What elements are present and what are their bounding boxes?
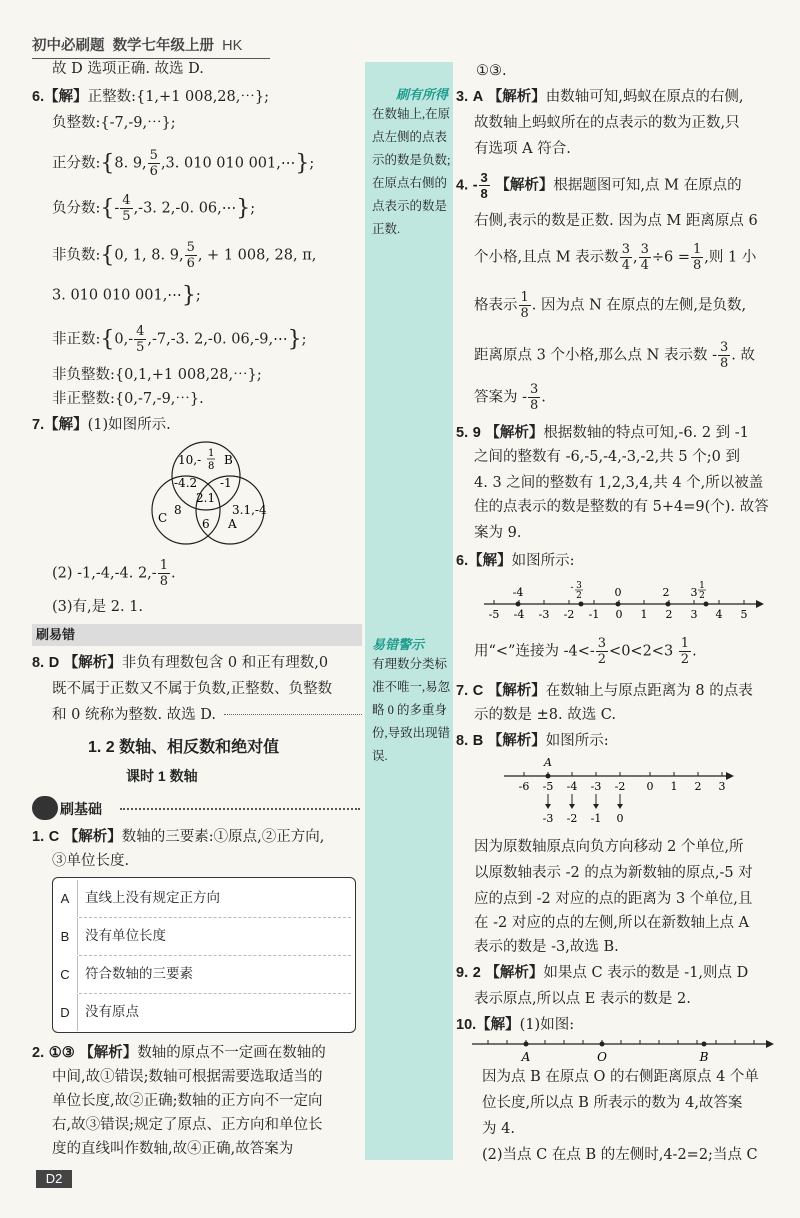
r-q6-line: 6.【解】如图所示: (456, 553, 575, 569)
tick-label: -1 (588, 608, 600, 621)
tick-label: 0 (615, 608, 623, 621)
new-tick-label: -3 (542, 812, 554, 825)
r-q4-l2: 右侧,表示的数是正数. 因为点 M 距离原点 6 (474, 213, 758, 229)
arrow-icon (726, 772, 734, 780)
mark-label: 2 (662, 586, 670, 599)
leader-line (224, 714, 362, 715)
venn-diagram (140, 440, 280, 550)
r-q9-line: 9. 2 【解析】如果点 C 表示的数是 -1,则点 D (456, 965, 749, 981)
r-q10-l3: 位长度,所以点 B 所表示的数为 4,故答案 (482, 1095, 743, 1111)
point-mark (579, 602, 584, 607)
q8-l2: 既不属于正数又不属于负数,正整数、负整数 (52, 681, 333, 697)
r-q4-line: 4. - $\frac{3}{8}$ 【解析】根据题图可知,点 M 在原点的 (456, 170, 742, 201)
brush-icon (32, 796, 58, 820)
q2-line: 2. ①③ 【解析】数轴的原点不一定画在数轴的 (32, 1045, 326, 1061)
r-q7-line: 7. C 【解析】在数轴上与原点距离为 8 的点表 (456, 683, 753, 699)
point-mark (616, 602, 621, 607)
q7-part2: (2) -1,-4,-4. 2,- $\frac{1}{8}$ . (52, 558, 176, 589)
q6-nonneg: 非负数:{0, 1, 8. 9, $\frac{5}{6}$ , + 1 008, 28, π, (52, 240, 317, 271)
q6-nonneg-cont: 3. 010 010 001,⋯}; (52, 283, 201, 308)
point-label-b: B (699, 1050, 709, 1064)
tick-label: 3 (690, 608, 698, 621)
r-q4-l4: 格表示 $\frac{1}{8}$ . 因为点 N 在原点的左侧,是负数, (474, 290, 747, 321)
section-title: 1. 2 数轴、相反数和绝对值 (88, 739, 280, 756)
svg-text:2: 2 (699, 591, 705, 601)
tick-label: -4 (513, 608, 525, 621)
r-q4-l6: 答案为 - $\frac{3}{8}$ . (474, 382, 546, 413)
tick-label: -4 (566, 780, 578, 793)
q7-part3: (3)有,是 2. 1. (52, 599, 144, 615)
text-line: 故 D 选项正确. 故选 D. (52, 61, 204, 77)
header-subject: 数学七年级上册 (112, 38, 215, 54)
tick-label: -2 (614, 780, 626, 793)
r-q5-line: 5. 9 【解析】根据数轴的特点可知,-6. 2 到 -1 (456, 425, 749, 441)
r-q10-l4: 为 4. (482, 1121, 515, 1137)
svg-text:1: 1 (699, 581, 705, 591)
tick-label: -5 (542, 780, 554, 793)
r-q6-compare: 用“<”连接为 -4<- $\frac{3}{2}$ <0<2<3 $\frac{1}{2}$ . (474, 636, 697, 667)
r-q5-l2: 之间的整数有 -6,-5,-4,-3,-2,共 5 个;0 到 (474, 449, 740, 465)
mark-label: -4 (512, 586, 524, 599)
arrow-head (617, 804, 623, 809)
mark-label: 0 (614, 586, 622, 599)
q2-l4: 右,故③错误;规定了原点、正方向和单位长 (52, 1117, 323, 1133)
q6-nonpos-int: 非正整数:{0,-7,-9,⋯}. (52, 391, 204, 407)
r-q4-l5: 距离原点 3 个小格,那么点 N 表示数 - $\frac{3}{8}$ . 故 (474, 340, 755, 371)
r-q3-l3: 有选项 A 符合. (474, 141, 571, 157)
point-mark (516, 602, 521, 607)
tick-label: -2 (563, 608, 575, 621)
svg-text:3: 3 (576, 581, 582, 591)
new-tick-label: 0 (616, 812, 624, 825)
venn-top-d: 8 (208, 461, 215, 472)
mark-label: 3 (690, 586, 698, 599)
number-line-q10 (470, 1034, 780, 1064)
mark-label: - (570, 583, 574, 593)
q2-l5: 度的直线叫作数轴,故④正确,故答案为 (52, 1141, 294, 1157)
tick-label: 0 (646, 780, 654, 793)
q1-line: 1. C 【解析】数轴的三要素:①原点,②正方向, (32, 829, 325, 845)
tick-label: 5 (740, 608, 748, 621)
arrow-icon (756, 600, 764, 608)
tick-label: -3 (538, 608, 550, 621)
q6-line: 6.【解】正整数:{1,+1 008,28,⋯}; (32, 89, 269, 105)
point-mark (666, 602, 671, 607)
r-q7-l2: 示的数是 ±8. 故选 C. (474, 707, 616, 723)
venn-center: 2.1 (196, 491, 216, 505)
venn-left: 8 (174, 503, 182, 517)
tick-label: 3 (718, 780, 726, 793)
r-q3-line: 3. A 【解析】由数轴可知,蚂蚁在原点的右侧, (456, 89, 744, 105)
r-q10-l2: 因为点 B 在原点 O 的右侧距离原点 4 个单 (482, 1069, 759, 1085)
tick-label: -5 (488, 608, 500, 621)
point-mark (704, 602, 709, 607)
option-row: D 没有原点 (53, 994, 355, 1031)
number-line-q8 (500, 752, 740, 828)
r-q8-l4: 应的点到 -2 对应的点的距离为 3 个单位,且 (474, 891, 753, 907)
r-q4-l3: 个小格,且点 M 表示数 $\frac{3}{4}$ , $\frac{3}{4}$ ÷6 = $\frac{1}{8}$ ,则 1 小 (474, 242, 757, 273)
tick-label: 1 (640, 608, 648, 621)
text-line: ①③. (476, 63, 507, 79)
r-q3-l2: 故数轴上蚂蚁所在的点表示的数为正数,只 (474, 115, 740, 131)
page-number: D2 (36, 1170, 72, 1188)
option-row: B 没有单位长度 (53, 918, 355, 955)
venn-label-a: A (228, 517, 237, 531)
options-table (52, 877, 356, 1033)
tick-label: 4 (715, 608, 723, 621)
tick-label: -3 (590, 780, 602, 793)
point-label-o: O (597, 1050, 607, 1064)
section-bar-easy-error: 刷易错 (32, 624, 362, 646)
venn-top-n: 1 (208, 448, 215, 459)
r-q5-l3: 4. 3 之间的整数有 1,2,3,4,共 4 个,所以被盖 (474, 475, 764, 491)
q6-neg-int: 负整数:{-7,-9,⋯}; (52, 115, 176, 131)
q2-l3: 单位长度,故②正确;数轴的正方向不一定向 (52, 1093, 323, 1109)
sidebar-note-title: 刷有所得 (395, 87, 448, 102)
q6-nonneg-int: 非负整数:{0,1,+1 008,28,⋯}; (52, 367, 262, 383)
svg-text:2: 2 (576, 591, 582, 601)
r-q8-l5: 在 -2 对应的点的左侧,所以在新数轴上点 A (474, 915, 750, 931)
venn-top: 10,- (178, 453, 202, 467)
r-q5-l5: 案为 9. (474, 525, 522, 541)
q8-l3: 和 0 统称为整数. 故选 D. (52, 707, 216, 723)
option-row: A 直线上没有规定正方向 (53, 880, 355, 917)
q6-nonpos: 非正数:{0,- $\frac{4}{5}$ ,-7,-3. 2,-0. 06,-9,⋯}; (52, 324, 307, 355)
q1-l2: ③单位长度. (52, 853, 130, 869)
r-q8-l3: 以原数轴表示 -2 的点为新数轴的原点,-5 对 (474, 865, 753, 881)
point-mark (702, 1042, 707, 1047)
arrow-head (545, 804, 551, 809)
divider (120, 808, 360, 810)
number-line-q6 (480, 578, 770, 624)
new-tick-label: -2 (566, 812, 578, 825)
tick-label: 2 (665, 608, 673, 621)
page-header (32, 34, 242, 55)
option-row: C 符合数轴的三要素 (53, 956, 355, 993)
r-q8-l6: 表示的数是 -3,故选 B. (474, 939, 619, 955)
venn-bottom: 6 (202, 517, 210, 531)
arrow-head (569, 804, 575, 809)
point-mark (524, 1042, 529, 1047)
sidebar-note-gain (372, 84, 454, 241)
venn-label-c: C (158, 511, 168, 525)
tick-label: 1 (670, 780, 678, 793)
section-bar-basic: 刷基础 (32, 796, 362, 820)
r-q5-l4: 住的点表示的数是整数的有 5+4=9(个). 故答 (474, 499, 769, 515)
r-q8-l2: 因为原数轴原点向负方向移动 2 个单位,所 (474, 839, 744, 855)
point-label-a: A (544, 756, 552, 769)
q6-pos-frac: 正分数:{8. 9, $\frac{5}{6}$ ,3. 010 010 001,⋯}; (52, 148, 315, 179)
q2-l2: 中间,故①错误;数轴可根据需要选取适当的 (52, 1069, 323, 1085)
sidebar-note-title: 易错警示 (372, 637, 425, 652)
point-mark (600, 1042, 605, 1047)
header-edition: HK (222, 38, 243, 54)
venn-lc: -4.2 (174, 476, 198, 490)
sidebar-note-body: 有理数分类标准不唯一,易忽略 0 的多重身份,导致出现错误. (372, 657, 451, 763)
venn-right: 3.1,-4 (232, 503, 267, 517)
r-q10-line: 10.【解】(1)如图: (456, 1017, 575, 1033)
venn-rc: -1 (220, 476, 232, 490)
sidebar-note-warning (372, 634, 454, 768)
arrow-icon (766, 1040, 774, 1048)
new-tick-label: -1 (590, 812, 602, 825)
q8-line: 8. D 【解析】非负有理数包含 0 和正有理数,0 (32, 655, 329, 671)
r-q8-line: 8. B 【解析】如图所示: (456, 733, 609, 749)
q6-neg-frac: 负分数:{- $\frac{4}{5}$ ,-3. 2,-0. 06,⋯}; (52, 193, 256, 224)
venn-label-b: B (224, 453, 233, 467)
header-book: 初中必刷题 (32, 38, 105, 54)
r-q10-l5: (2)当点 C 在点 B 的左侧时,4-2=2;当点 C (482, 1147, 758, 1163)
r-q9-l2: 表示原点,所以点 E 表示的数是 2. (474, 991, 691, 1007)
lesson-title: 课时 1 数轴 (126, 768, 198, 784)
sidebar-note-body: 在数轴上,在原点左侧的点表示的数是负数;在原点右侧的点表示的数是正数. (372, 107, 451, 236)
q7-line: 7.【解】(1)如图所示. (32, 417, 171, 433)
tick-label: -6 (518, 780, 530, 793)
point-label-a: A (521, 1050, 531, 1064)
arrow-head (593, 804, 599, 809)
tick-label: 2 (694, 780, 702, 793)
